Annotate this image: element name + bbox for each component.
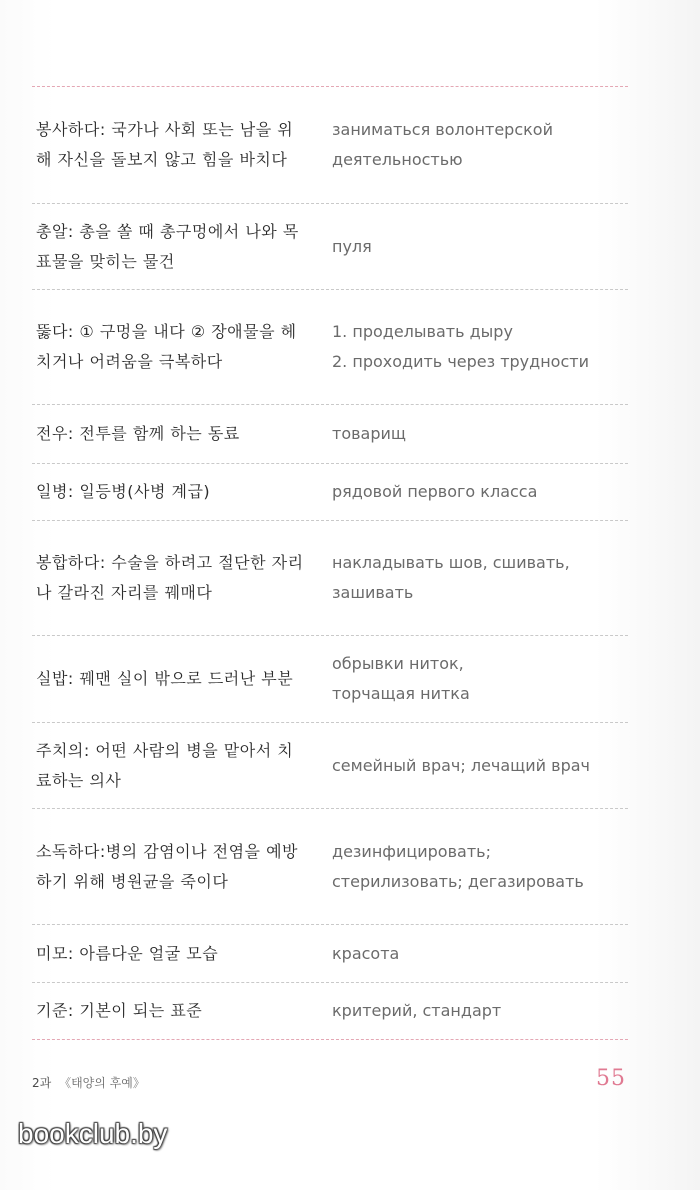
vocab-row <box>32 290 628 405</box>
korean-definition: 전우: 전투를 함께 하는 동료 <box>36 424 240 443</box>
korean-definition: 일병: 일등병(사병 계급) <box>36 482 211 501</box>
russian-translation: 1. проделывать дыру 2. проходить через трудности <box>332 322 589 371</box>
watermark: bookclub.by <box>18 1118 168 1149</box>
korean-definition: 봉합하다: 수술을 하려고 절단한 자리나 갈라진 자리를 꿰매다 <box>36 553 304 602</box>
vocab-row <box>32 405 628 464</box>
korean-definition: 소독하다:병의 감염이나 전염을 예방하기 위해 병원균을 죽이다 <box>36 841 298 891</box>
russian-translation: рядовой первого класса <box>332 482 538 501</box>
korean-definition: 기준: 기본이 되는 표준 <box>36 1001 203 1020</box>
russian-translation: семейный врач; лечащий врач <box>332 755 590 775</box>
russian-translation: красота <box>332 943 400 963</box>
russian-translation: накладывать шов, сшивать, зашивать <box>332 553 570 602</box>
russian-translation: товарищ <box>332 424 406 443</box>
korean-definition: 주치의: 어떤 사람의 병을 맡아서 치료하는 의사 <box>36 740 294 790</box>
korean-definition: 총알: 총을 쏠 때 총구멍에서 나와 목표물을 맞히는 물건 <box>36 221 299 271</box>
russian-translation: заниматься волонтерской деятельностью <box>332 120 553 169</box>
vocab-row <box>32 521 628 636</box>
vocab-row <box>32 983 628 1040</box>
page-number: 55 <box>596 1066 626 1091</box>
lesson-number: 2과 <box>32 1076 52 1090</box>
vocab-row <box>32 925 628 983</box>
vocab-row <box>32 464 628 521</box>
russian-translation: пуля <box>332 236 372 256</box>
russian-translation: критерий, стандарт <box>332 1001 502 1020</box>
korean-definition: 미모: 아름다운 얼굴 모습 <box>36 943 219 963</box>
korean-definition: 봉사하다: 국가나 사회 또는 남을 위해 자신을 돌보지 않고 힘을 바치다 <box>36 120 294 169</box>
vocab-row <box>32 723 628 809</box>
lesson-title: 《태양의 후예》 <box>59 1076 145 1090</box>
vocab-row <box>32 809 628 925</box>
vocabulary-table <box>32 86 628 1040</box>
russian-translation: дезинфицировать; стерилизовать; дегазировать <box>332 841 584 891</box>
vocab-row <box>32 204 628 290</box>
korean-definition: 뚫다: ① 구멍을 내다 ② 장애물을 헤치거나 어려움을 극복하다 <box>36 322 297 371</box>
korean-definition: 실밥: 꿰맨 실이 밖으로 드러난 부분 <box>36 669 294 688</box>
lesson-footer <box>32 1074 145 1091</box>
vocab-row <box>32 636 628 723</box>
vocab-row <box>32 87 628 204</box>
russian-translation: обрывки ниток, торчащая нитка <box>332 654 470 703</box>
